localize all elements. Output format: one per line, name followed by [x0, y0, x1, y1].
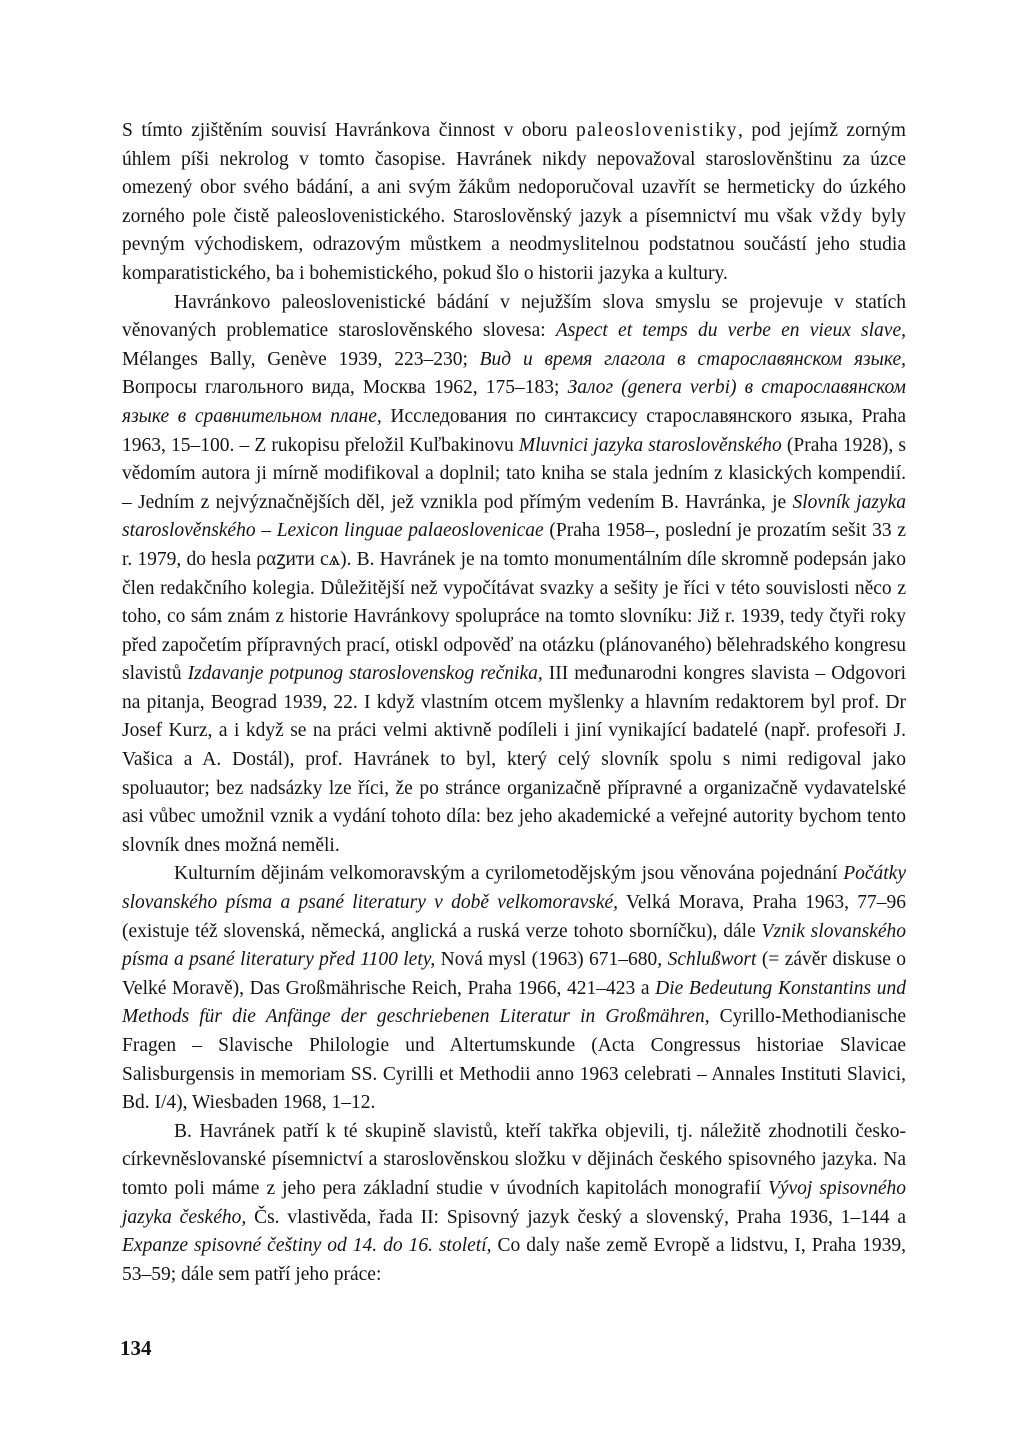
body-text	[122, 117, 906, 1289]
italic-title: Expanze spisovné češtiny od 14. do 16. století,	[122, 1235, 492, 1257]
text-run: Nová mysl (1963) 671–680,	[435, 949, 668, 971]
spaced-emphasis: vždy	[819, 205, 864, 227]
italic-title: Schlußwort	[667, 949, 757, 971]
italic-title: Die Bedeutung Konstantins und Methods für die Anfänge der geschriebenen Literatur in Großmähren,	[122, 977, 907, 1028]
spaced-emphasis: paleoslovenistiky	[575, 120, 738, 141]
text-run: , pod jejímž zorným úhlem píši nekrolog v tomto časopise. Havránek nikdy nepovažoval staroslověnštinu za úzce omezený obor svého bádání, a ani svým žákům nedoporučoval uzavřít se hermeticky do úzkého zorného pole čistě paleoslovenistického. Staroslověnský jazyk a písemnictví mu však	[122, 120, 906, 227]
old-church-slavonic-word: ραꙁити сѧ	[256, 548, 341, 570]
text-run: Cyrillo-Methodianische Fragen – Slavische Philologie und Altertumskunde (Acta Congressus historiae Slavicae Salisburgensis in memoriam SS. Cyrilli et Methodii anno 1963 celebrati – Annales Instituti Slavici, Bd. I/4), Wiesbaden 1968, 1–12.	[122, 1006, 906, 1114]
text-run: B. Havránek patří k té skupině slavistů, kteří takřka objevili, tj. náležitě zhodnotili česko-církevněslovanské písemnictví a staroslověnskou složku v dějinách českého spisovného jazyka. Na tomto poli máme z jeho pera základní studie v úvodních kapitolách monografií	[122, 1120, 906, 1199]
text-run: Havránkovo paleoslovenistické bádání v nejužším slova smyslu se projevuje v statích věnovaných problematice staroslověnského slovesa:	[122, 291, 906, 342]
text-run: ). B. Havránek je na tomto monumentálním díle skromně podepsán jako člen redakčního kolegia. Důležitější než vypočítávat svazky a sešity je říci v této souvislosti něco z toho, co sám znám z historie Havránkovy spolupráce na tomto slovníku: Již r. 1939, tedy čtyři roky před započetím přípravných prací, otiskl odpověď na otázku (plánovaného) bělehradského kongresu slavistů	[122, 548, 906, 685]
text-run: III međunarodni kongres slavista – Odgovori na pitanja, Beograd 1939, 22. I když vlastním otcem myšlenky a hlavním redaktorem byl prof. Dr Josef Kurz, a i když se na práci velmi aktivně podíleli i jiní vynikající badatelé (např. profesoři J. Vašica a A. Dostál), prof. Havránek to byl, který celý slovník spolu s nimi redigoval jako spoluautor; bez nadsázky lze říci, že po stránce organizačně přípravné a organizačně vydavatelské asi vůbec umožnil vznik a vydání tohoto díla: bez jeho akademické a veřejné autority bychom tento slovník dnes možná neměli.	[122, 663, 907, 856]
italic-title: Izdavanje potpunog staroslovenskog rečnika,	[187, 663, 543, 685]
italic-title: Mluvnici jazyka staroslověnského	[518, 434, 782, 456]
paragraph-3	[122, 860, 906, 1117]
paragraph-2	[122, 289, 906, 861]
text-run: (= závěr diskuse o Velké Moravě), Das Großmährische Reich, Praha 1966, 421–423 a	[122, 949, 907, 999]
italic-title: Залог (genera verbi) в старославянском языке в сравнительном плане,	[122, 377, 906, 427]
paragraph-1	[122, 117, 906, 289]
paragraph-4	[122, 1118, 906, 1290]
text-run: Kulturním dějinám velkomoravským a cyrilometodějským jsou věnována pojednání	[174, 863, 844, 885]
italic-title: Slovník jazyka staroslověnského – Lexicon linguae palaeoslovenicae	[122, 491, 906, 542]
text-run: Čs. vlastivěda, řada II: Spisovný jazyk český a slovenský, Praha 1936, 1–144 a	[246, 1206, 906, 1228]
text-run: (Praha 1958–, poslední je prozatím sešit 33 z r. 1979, do hesla	[122, 520, 906, 570]
text-run: Вопросы глагольного вида, Москва 1962, 175–183;	[122, 377, 568, 399]
text-run: Velká Morava, Praha 1963, 77–96 (existuje též slovenská, německá, anglická a ruská verze tohoto sborníčku), dále	[122, 892, 906, 942]
italic-title: Počátky slovanského písma a psané literatury v době velkomoravské,	[122, 863, 906, 914]
text-run: Исследования по синтаксису старославянского языка, Praha 1963, 15–100. – Z rukopisu přeložil Kuľbakinovu	[122, 405, 906, 456]
text-run: Mélanges Bally, Genève 1939, 223–230;	[122, 348, 480, 370]
page-number: 134	[120, 1336, 152, 1360]
text-run: (Praha 1928), s vědomím autora ji mírně modifikoval a doplnil; tato kniha se stala jedním z klasických kompendií. – Jedním z nejvýznačnějších děl, jež vznikla pod přímým vedením B. Havránka, je	[122, 434, 907, 513]
text-run: S tímto zjištěním souvisí Havránkova činnost v oboru	[122, 120, 576, 141]
text-run: byly pevným východiskem, odrazovým můstkem a neodmyslitelnou podstatnou součástí jeho studia komparatistického, ba i bohemistického, pokud šlo o historii jazyka a kultury.	[122, 205, 906, 284]
text-run: Co daly naše země Evropě a lidstvu, I, Praha 1939, 53–59; dále sem patří jeho práce:	[122, 1235, 906, 1285]
italic-title: Vznik slovanského písma a psané literatury před 1100 lety,	[122, 920, 906, 971]
italic-title: Вид и время глагола в старославянском языке,	[479, 348, 906, 370]
italic-title: Vývoj spisovného jazyka českého,	[122, 1177, 906, 1228]
italic-title: Aspect et temps du verbe en vieux slave,	[555, 320, 906, 342]
